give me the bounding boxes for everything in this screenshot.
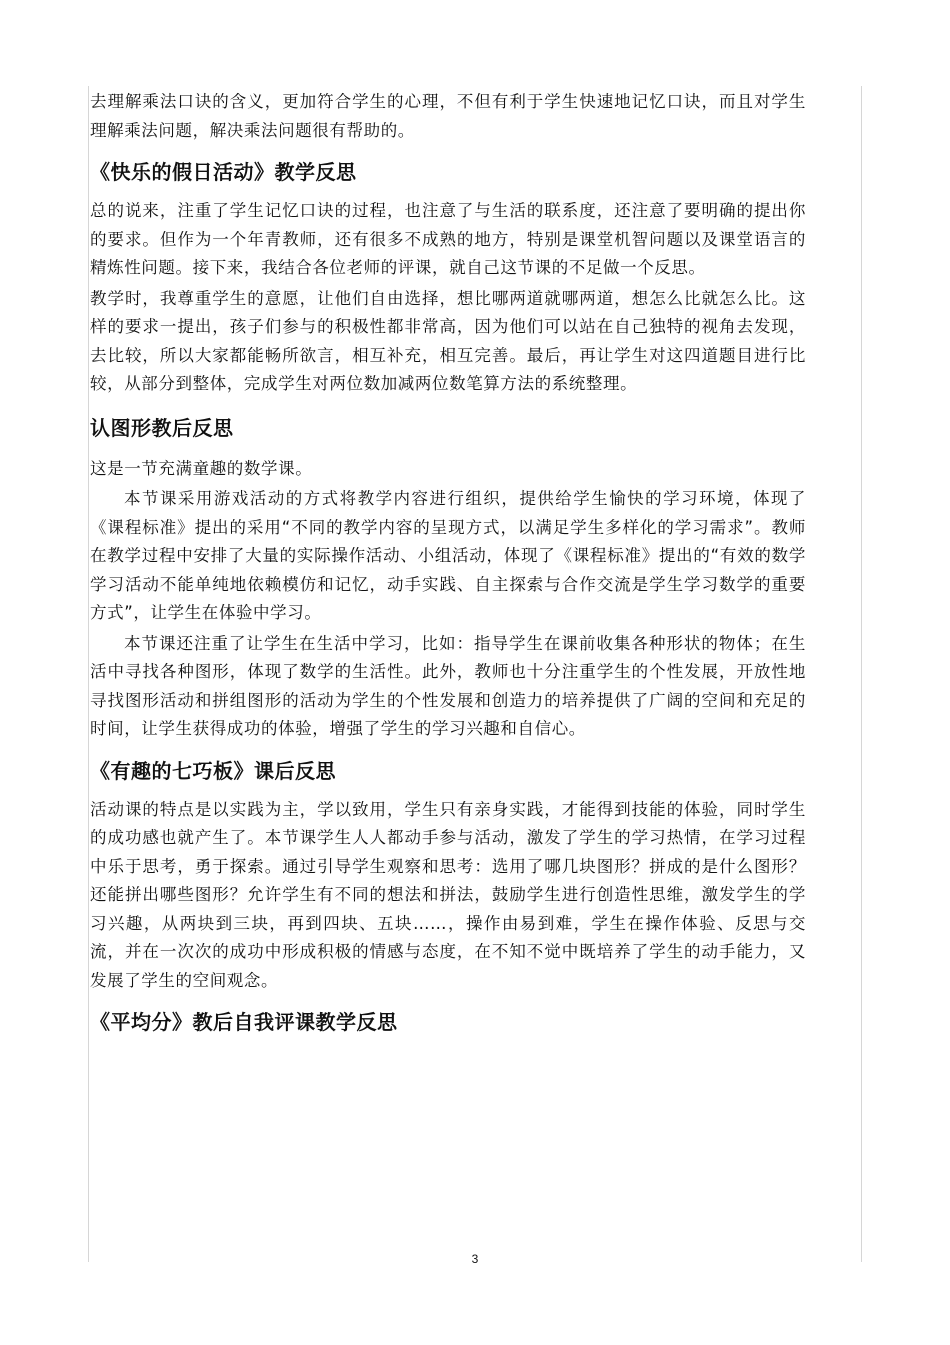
paragraph-summary: 总的说来，注重了学生记忆口诀的过程，也注意了与生活的联系度，还注意了要明确的提出你的要求。但作为一个年青教师，还有很多不成熟的地方，特别是课堂机智问题以及课堂语言的精炼性问题。接下来，我结合各位老师的评课，就自己这节课的不足做一个反思。 [90,201,806,277]
heading-happy-holiday: 《快乐的假日活动》教学反思 [90,160,357,184]
paragraph-multiplication-ending: 去理解乘法口诀的含义，更加符合学生的心理，不但有利于学生快速地记忆口诀，而且对学生理解乘法问题，解决乘法问题很有帮助的。 [90,92,806,140]
heading-tangram: 《有趣的七巧板》课后反思 [90,758,336,783]
page-number: 3 [471,1252,479,1266]
paragraph-activity-class: 活动课的特点是以实践为主，学以致用，学生只有亲身实践，才能得到技能的体验，同时学生的成功感也就产生了。本节课学生人人都动手参与活动，激发了学生的学习热情，在学习过程中乐于思考，勇于探索。通过引导学生观察和思考：选用了哪几块图形？拼成的是什么图形？还能拼出哪些图形？允许学生有不同的想法和拼法，鼓励学生进行创造性思维，激发学生的学习兴趣，从两块到三块，再到四块、五块……，操作由易到难，学生在操作体验、反思与交流，并在一次次的成功中形成积极的情感与态度，在不知不觉中既培养了学生的动手能力，又发展了学生的空间观念。 [90,799,806,990]
page-content [90,88,806,1037]
paragraph-teaching: 教学时，我尊重学生的意愿，让他们自由选择，想比哪两道就哪两道，想怎么比就怎么比。这样的要求一提出，孩子们参与的积极性都非常高，因为他们可以站在自己独特的视角去发现，去比较，所以大家都能畅所欲言，相互补充，相互完善。最后，再让学生对这四道题目进行比较，从部分到整体，完成学生对两位数加减两位数笔算方法的系统整理。 [90,288,806,393]
heading-equal-division: 《平均分》教后自我评课教学反思 [90,1010,398,1034]
right-margin-rule [861,86,862,1262]
heading-recognize-shapes: 认图形教后反思 [90,415,234,440]
paragraph-game-activities: 本节课采用游戏活动的方式将教学内容进行组织，提供给学生愉快的学习环境，体现了《课程标准》提出的采用“不同的教学内容的呈现方式，以满足学生多样化的学习需求”。教师在教学过程中安排了大量的实际操作活动、小组活动，体现了《课程标准》提出的“有效的数学学习活动不能单纯地依赖模仿和记忆，动手实践、自主探索与合作交流是学生学习数学的重要方式”，让学生在体验中学习。 [90,489,806,622]
paragraph-life-learning: 本节课还注重了让学生在生活中学习，比如：指导学生在课前收集各种形状的物体；在生活中寻找各种图形，体现了数学的生活性。此外，教师也十分注重学生的个性发展，开放性地寻找图形活动和拼组图形的活动为学生的个性发展和创造力的培养提供了广阔的空间和充足的时间，让学生获得成功的体验，增强了学生的学习兴趣和自信心。 [90,633,806,738]
left-margin-rule [88,86,89,1262]
paragraph-fun-class: 这是一节充满童趣的数学课。 [90,458,313,478]
